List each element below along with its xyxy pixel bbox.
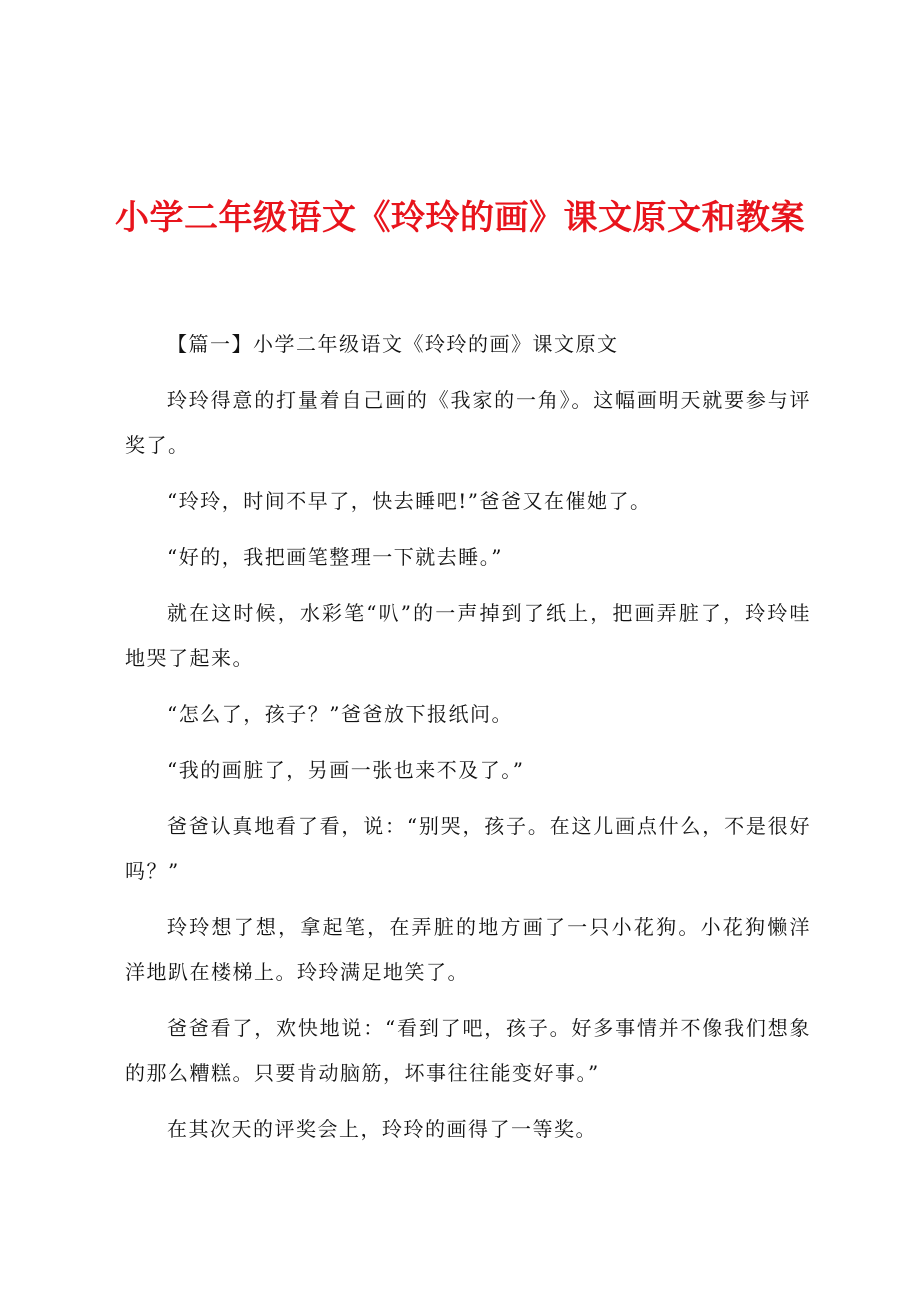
paragraph: 爸爸看了，欢快地说：“看到了吧，孩子。好多事情并不像我们想象的那么糟糕。只要肯动脑筋，坏事往往能变好事。” (125, 1016, 811, 1085)
paragraph: “我的画脏了，另画一张也来不及了。” (167, 758, 525, 782)
paragraph: 就在这时候，水彩笔“叭”的一声掉到了纸上，把画弄脏了，玲玲哇地哭了起来。 (125, 601, 811, 670)
document-title: 小学二年级语文《玲玲的画》课文原文和教案 (115, 198, 805, 238)
document-body (125, 322, 811, 1163)
section-heading: 【篇一】小学二年级语文《玲玲的画》课文原文 (167, 332, 619, 356)
paragraph: “好的，我把画笔整理一下就去睡。” (167, 545, 503, 569)
paragraph: “玲玲，时间不早了，快去睡吧!”爸爸又在催她了。 (167, 489, 652, 513)
paragraph: 玲玲得意的打量着自己画的《我家的一角》。这幅画明天就要参与评奖了。 (125, 388, 811, 457)
paragraph: 玲玲想了想，拿起笔，在弄脏的地方画了一只小花狗。小花狗懒洋洋地趴在楼梯上。玲玲满足地笑了。 (125, 915, 811, 984)
paragraph: “怎么了，孩子？”爸爸放下报纸问。 (167, 702, 513, 726)
paragraph: 在其次天的评奖会上，玲玲的画得了一等奖。 (167, 1117, 597, 1141)
paragraph: 爸爸认真地看了看，说：“别哭，孩子。在这儿画点什么，不是很好吗？” (125, 814, 811, 883)
